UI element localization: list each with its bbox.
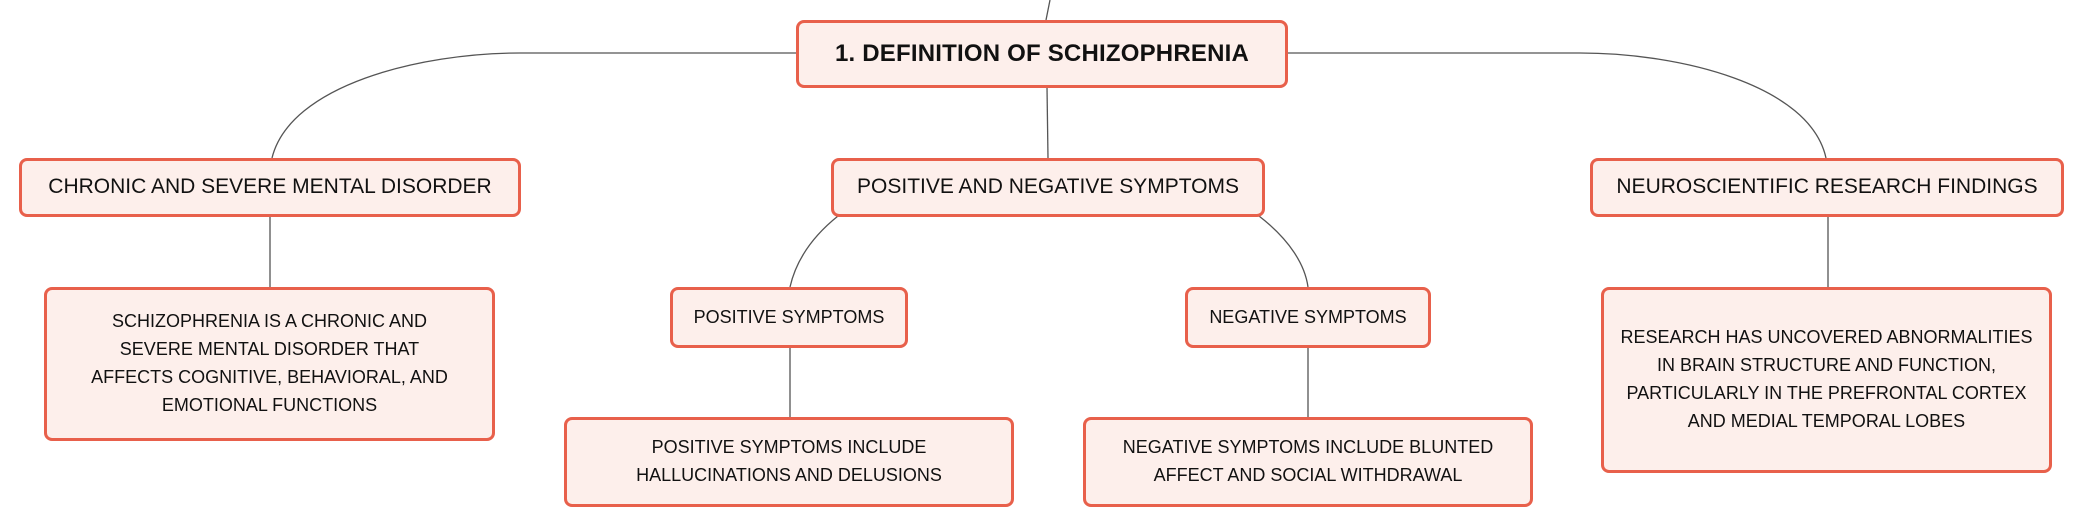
branch-node-positive-negative-symptoms[interactable] [831, 158, 1265, 217]
connector-root-to-symptoms [1047, 87, 1048, 158]
subbranch-node-negative-symptoms[interactable] [1185, 287, 1431, 348]
branch-node-label: CHRONIC AND SEVERE MENTAL DISORDER [48, 175, 492, 199]
detail-node-text: POSITIVE SYMPTOMS INCLUDE HALLUCINATIONS AND DELUSIONS [636, 437, 942, 485]
detail-node-text: RESEARCH HAS UNCOVERED ABNORMALITIES IN BRAIN STRUCTURE AND FUNCTION, PARTICULARLY IN THE PREFRONTAL CORTEX AND MEDIAL TEMPORAL LOBES [1620, 327, 2033, 431]
connector-root-to-research [1288, 53, 1826, 158]
root-node-label: 1. DEFINITION OF SCHIZOPHRENIA [834, 39, 1250, 67]
subbranch-node-positive-symptoms[interactable] [670, 287, 908, 348]
connector-parent-to-root [1046, 0, 1050, 20]
detail-node-chronic-disorder[interactable] [44, 287, 495, 441]
detail-node-neuroscientific-findings[interactable] [1601, 287, 2052, 473]
connector-symptoms-to-negative [1259, 216, 1308, 287]
branch-node-label: POSITIVE AND NEGATIVE SYMPTOMS [857, 175, 1239, 199]
root-node[interactable] [796, 20, 1288, 88]
detail-node-text: NEGATIVE SYMPTOMS INCLUDE BLUNTED AFFECT AND SOCIAL WITHDRAWAL [1122, 437, 1494, 485]
subbranch-node-label: POSITIVE SYMPTOMS [693, 307, 885, 328]
connector-symptoms-to-positive [790, 216, 838, 287]
branch-node-neuroscientific-findings[interactable] [1590, 158, 2064, 217]
connector-root-to-chronic [272, 53, 796, 158]
branch-node-label: NEUROSCIENTIFIC RESEARCH FINDINGS [1616, 175, 2038, 199]
subbranch-node-label: NEGATIVE SYMPTOMS [1209, 307, 1407, 328]
detail-node-negative-symptoms[interactable] [1083, 417, 1533, 507]
detail-node-positive-symptoms[interactable] [564, 417, 1014, 507]
detail-node-text: SCHIZOPHRENIA IS A CHRONIC AND SEVERE MENTAL DISORDER THAT AFFECTS COGNITIVE, BEHAVIORAL, AND EMOTIONAL FUNCTIONS [91, 311, 448, 415]
branch-node-chronic-disorder[interactable] [19, 158, 521, 217]
